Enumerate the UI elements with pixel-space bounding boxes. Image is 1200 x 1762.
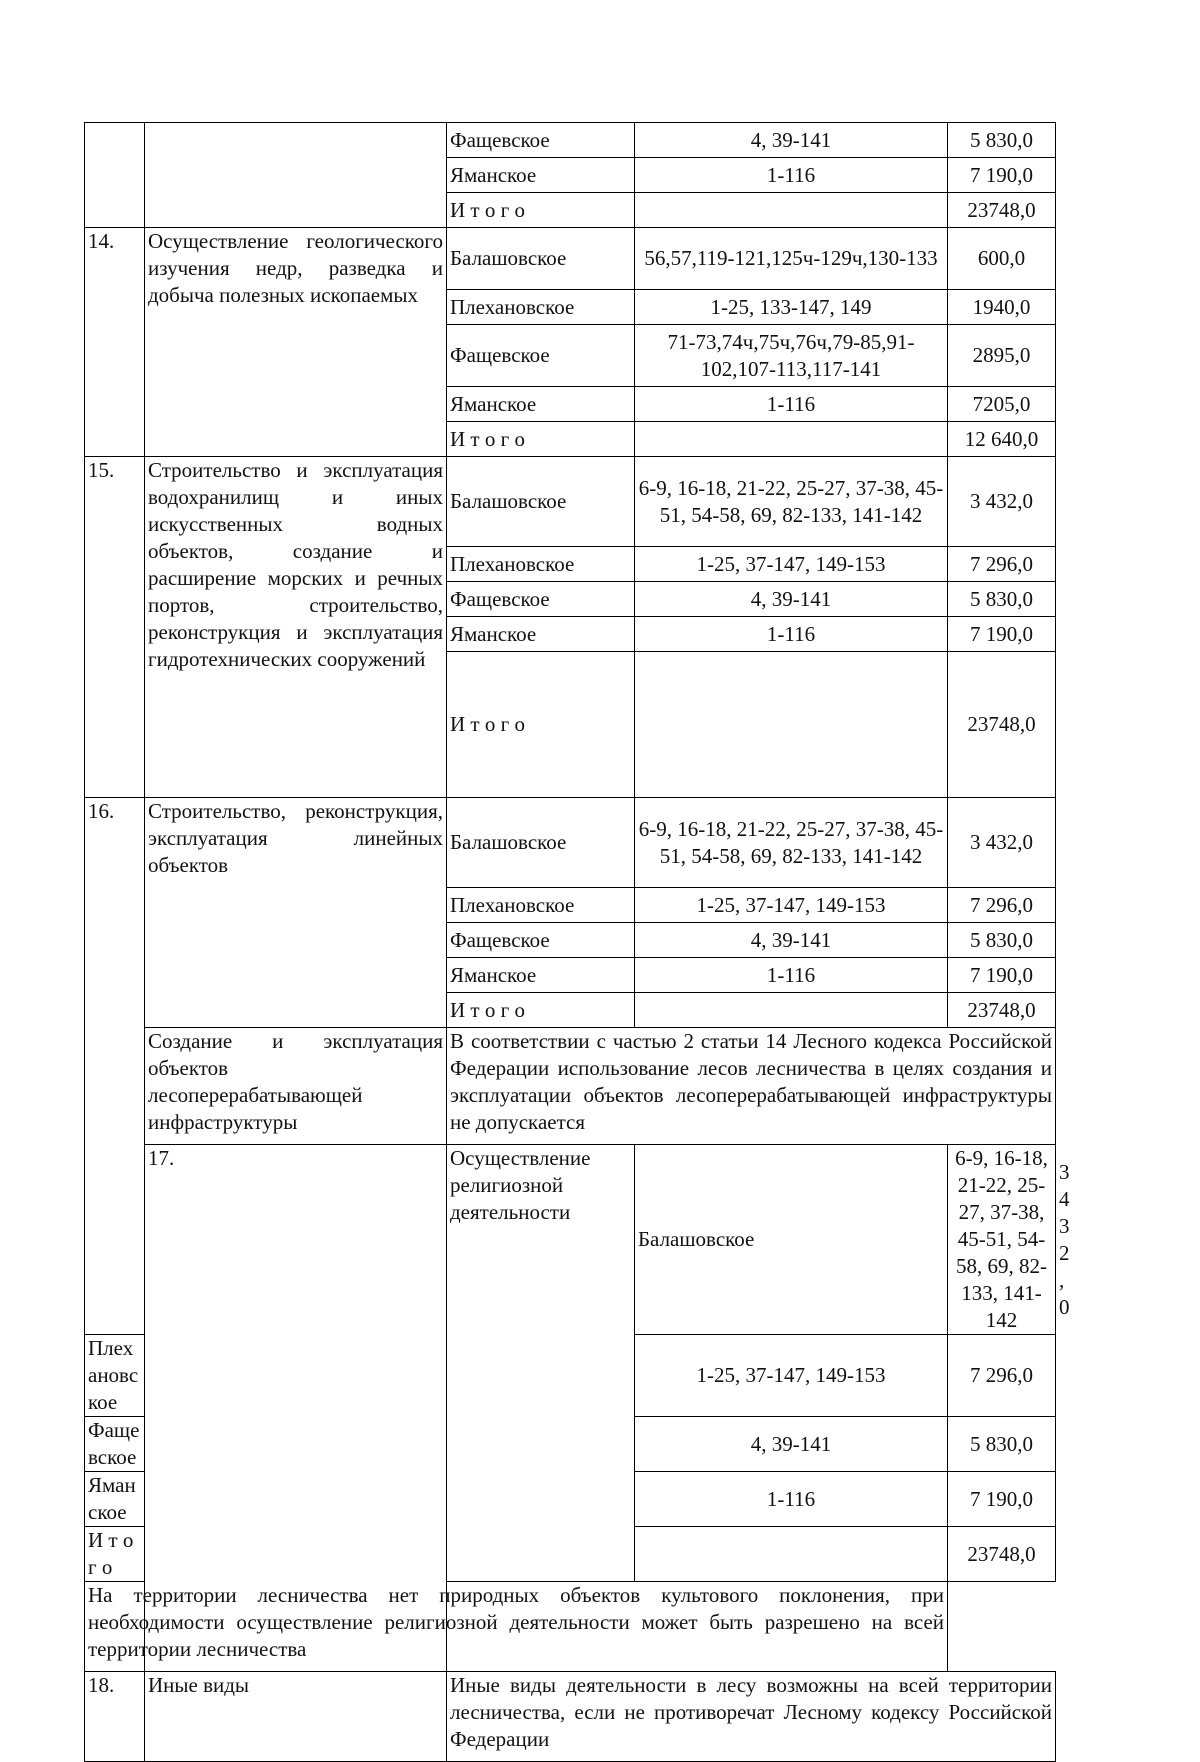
cell-area: 3 432,0 — [948, 457, 1056, 547]
cell-quarters: 56,57,119-121,125ч-129ч,130-133 — [635, 228, 948, 290]
cell-district: Яманское — [447, 158, 635, 193]
cell-quarters: 1-25, 37-147, 149-153 — [635, 547, 948, 582]
cell-quarters: 1-25, 133-147, 149 — [635, 290, 948, 325]
cell-area: 5 830,0 — [948, 582, 1056, 617]
cell-area: 7205,0 — [948, 387, 1056, 422]
cell-activity: Осуществление геологического изучения недр, разведка и добыча полезных ископаемых — [145, 228, 447, 457]
cell-district: Яманское — [447, 617, 635, 652]
table-row — [85, 1028, 1056, 1145]
cell-area: 5 830,0 — [948, 1417, 1056, 1472]
cell-total-label: И т о г о — [447, 193, 635, 228]
cell-quarters: 71-73,74ч,75ч,76ч,79-85,91-102,107-113,117-141 — [635, 325, 948, 387]
cell-district: Фащевское — [447, 582, 635, 617]
cell-district: Балашовское — [447, 228, 635, 290]
cell-area: 7 296,0 — [948, 1335, 1056, 1417]
cell-num: 18. — [85, 1672, 145, 1762]
cell-num: 14. — [85, 228, 145, 457]
cell-area: 7 190,0 — [948, 617, 1056, 652]
table-row — [85, 228, 1056, 290]
cell-area: 5 830,0 — [948, 923, 1056, 958]
cell-total-label: И т о г о — [447, 652, 635, 798]
cell-district: Балашовское — [447, 457, 635, 547]
cell-quarters — [635, 422, 948, 457]
cell-note: Иные виды деятельности в лесу возможны на всей территории лесничества, если не противоречат Лесному кодексу Российской Федерации — [447, 1672, 1056, 1762]
forest-use-table — [84, 122, 1070, 1762]
cell-quarters: 6-9, 16-18, 21-22, 25-27, 37-38, 45-51, 54-58, 69, 82-133, 141-142 — [948, 1145, 1056, 1335]
cell-area: 7 296,0 — [948, 888, 1056, 923]
cell-district: Плехановское — [447, 290, 635, 325]
cell-note: В соответствии с частью 2 статьи 14 Лесного кодекса Российской Федерации использование лесов лесничества в целях создания и эксплуатации объектов лесоперерабатывающей инфраструктуры не допускается — [447, 1028, 1056, 1145]
cell-quarters: 1-116 — [635, 387, 948, 422]
cell-num: 15. — [85, 457, 145, 798]
cell-quarters: 1-25, 37-147, 149-153 — [635, 888, 948, 923]
cell-sub-activity: Создание и эксплуатация объектов лесоперерабатывающей инфраструктуры — [145, 1028, 447, 1145]
cell-activity: Строительство и эксплуатация водохранилищ и иных искусственных водных объектов, создание и расширение морских и речных портов, строительство, реконструкция и эксплуатация гидротехнических сооружений — [145, 457, 447, 798]
cell-quarters: 6-9, 16-18, 21-22, 25-27, 37-38, 45-51, 54-58, 69, 82-133, 141-142 — [635, 798, 948, 888]
table-row — [85, 1582, 1056, 1672]
cell-area: 7 190,0 — [948, 1472, 1056, 1527]
cell-area: 23748,0 — [948, 993, 1056, 1028]
cell-quarters: 4, 39-141 — [635, 582, 948, 617]
cell-quarters: 1-116 — [635, 617, 948, 652]
cell-quarters — [635, 993, 948, 1028]
document-page — [84, 122, 1070, 1762]
cell-num: 17. — [145, 1145, 447, 1672]
cell-district: Балашовское — [635, 1145, 948, 1335]
cell-area: 3 432,0 — [948, 798, 1056, 888]
cell-activity: Осуществление религиозной деятельности — [447, 1145, 635, 1582]
cell-quarters: 6-9, 16-18, 21-22, 25-27, 37-38, 45-51, 54-58, 69, 82-133, 141-142 — [635, 457, 948, 547]
cell-district: Плехановское — [85, 1335, 145, 1417]
cell-area: 5 830,0 — [948, 123, 1056, 158]
cell-district: Фащевское — [447, 325, 635, 387]
table-row — [85, 457, 1056, 547]
cell-quarters: 1-116 — [635, 1472, 948, 1527]
cell-activity: Иные виды — [145, 1672, 447, 1762]
table-row — [85, 798, 1056, 888]
table-row — [85, 123, 1056, 158]
cell-total-label: И т о г о — [447, 993, 635, 1028]
cell-note: На территории лесничества нет природных объектов культового поклонения, при необходимости осуществление религиозной деятельности может быть разрешено на всей территории лесничества — [85, 1582, 948, 1672]
cell-district: Яманское — [85, 1472, 145, 1527]
cell-area: 7 190,0 — [948, 158, 1056, 193]
cell-area: 600,0 — [948, 228, 1056, 290]
cell-quarters: 4, 39-141 — [635, 123, 948, 158]
cell-area: 1940,0 — [948, 290, 1056, 325]
cell-activity: Строительство, реконструкция, эксплуатация линейных объектов — [145, 798, 447, 1028]
cell-quarters: 4, 39-141 — [635, 1417, 948, 1472]
cell-quarters: 1-116 — [635, 958, 948, 993]
cell-area: 23748,0 — [948, 652, 1056, 798]
cell-quarters: 1-116 — [635, 158, 948, 193]
cell-quarters — [635, 652, 948, 798]
cell-district: Плехановское — [447, 888, 635, 923]
cell-quarters: 4, 39-141 — [635, 923, 948, 958]
cell-total-label: И т о г о — [447, 422, 635, 457]
table-row — [85, 1672, 1056, 1762]
cell-area: 7 190,0 — [948, 958, 1056, 993]
cell-quarters — [635, 193, 948, 228]
table-row: 17. Осуществление религиозной деятельности Балашовское 6-9, 16-18, 21-22, 25-27, 37-38, 45-51, 54-58, 69, 82-133, 141-142 3 432,0 — [85, 1145, 1056, 1335]
cell-quarters — [635, 1527, 948, 1582]
cell-district: Плехановское — [447, 547, 635, 582]
cell-quarters: 1-25, 37-147, 149-153 — [635, 1335, 948, 1417]
cell-num — [85, 123, 145, 228]
cell-area: 2895,0 — [948, 325, 1056, 387]
cell-district: Фащевское — [85, 1417, 145, 1472]
cell-district: Балашовское — [447, 798, 635, 888]
cell-area: 12 640,0 — [948, 422, 1056, 457]
cell-num: 16. — [85, 798, 145, 1335]
cell-activity — [145, 123, 447, 228]
cell-district: Яманское — [447, 387, 635, 422]
cell-district: Яманское — [447, 958, 635, 993]
cell-district: Фащевское — [447, 923, 635, 958]
cell-area: 23748,0 — [948, 1527, 1056, 1582]
cell-district: Фащевское — [447, 123, 635, 158]
cell-area: 7 296,0 — [948, 547, 1056, 582]
cell-area: 23748,0 — [948, 193, 1056, 228]
cell-total-label: И т о г о — [85, 1527, 145, 1582]
